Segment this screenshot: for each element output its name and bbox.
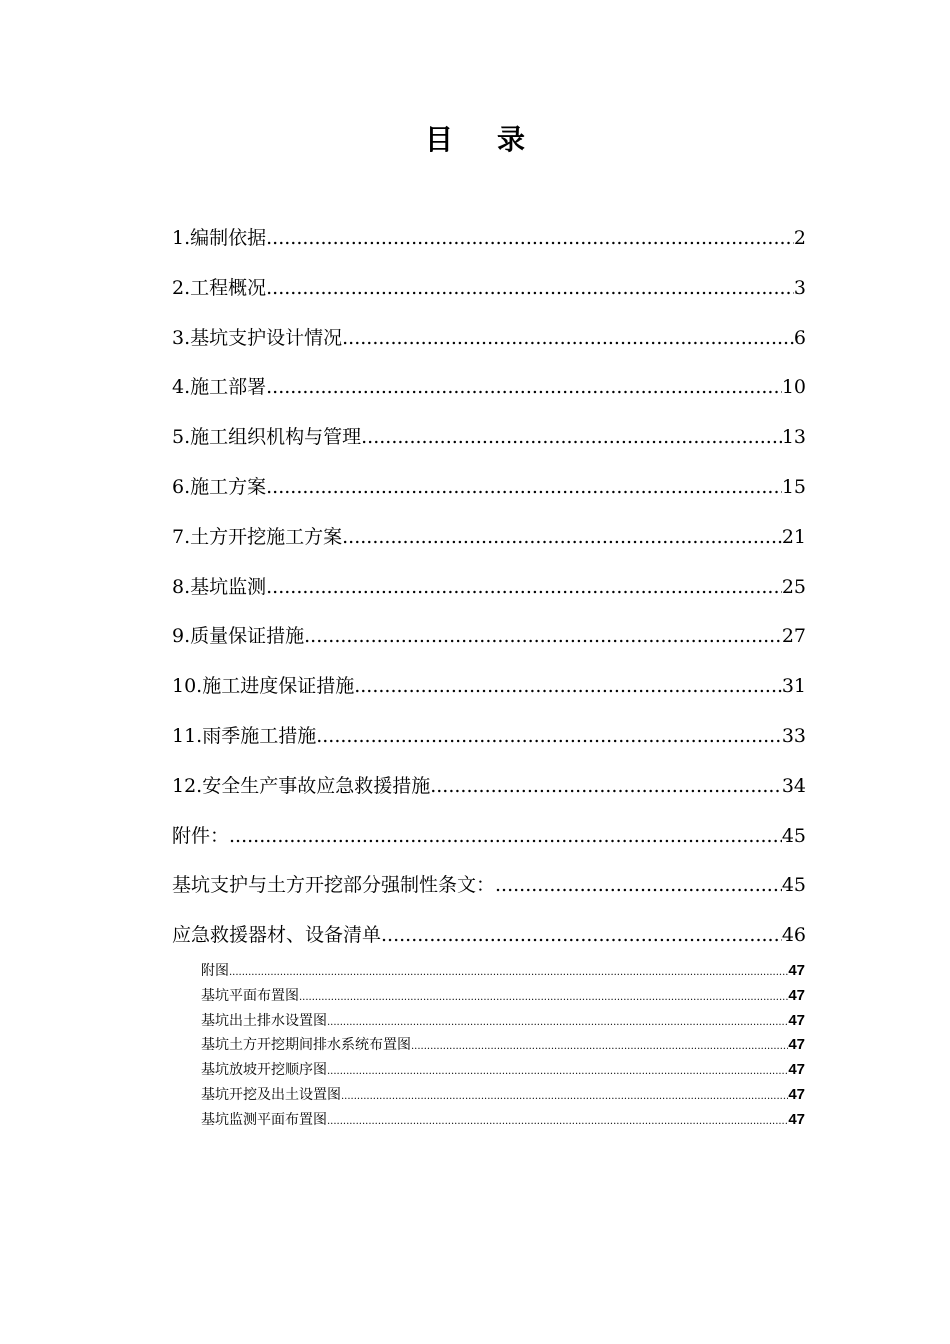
toc-page-number: 47	[788, 962, 805, 979]
dot-leader	[354, 671, 782, 701]
toc-sublabel: 基坑放坡开挖顺序图	[201, 1062, 327, 1079]
dot-leader	[266, 372, 782, 402]
toc-entry[interactable]	[172, 671, 806, 721]
dot-leader	[327, 1010, 788, 1034]
toc-entry[interactable]	[172, 870, 806, 920]
toc-subentry[interactable]	[201, 1034, 805, 1059]
toc-sublabel: 基坑出土排水设置图	[201, 1012, 327, 1029]
page-title	[0, 118, 950, 158]
toc-label: 12.安全生产事故应急救援措施	[172, 774, 431, 797]
toc-label: 应急救援器材、设备清单	[172, 924, 382, 947]
toc-page-number: 13	[781, 426, 806, 449]
toc-page-number: 33	[781, 724, 806, 747]
toc-entry[interactable]	[172, 323, 806, 373]
toc-sublabel: 基坑土方开挖期间排水系统布置图	[201, 1037, 411, 1054]
title-char-2: 录	[497, 123, 526, 156]
toc-label: 8.基坑监测	[172, 575, 267, 598]
toc-page-number: 27	[781, 625, 806, 648]
dot-leader	[381, 920, 782, 950]
toc-entry[interactable]	[172, 821, 806, 871]
dot-leader	[430, 771, 782, 801]
toc-entry[interactable]	[172, 621, 806, 671]
dot-leader	[266, 273, 794, 303]
dot-leader	[342, 522, 782, 552]
toc-subentry[interactable]	[201, 960, 805, 985]
toc-entry[interactable]	[172, 472, 806, 522]
toc-entry[interactable]	[172, 771, 806, 821]
dot-leader	[229, 960, 788, 984]
toc-subentries	[201, 960, 805, 1134]
toc-page-number: 34	[781, 774, 806, 797]
toc-page-number: 47	[788, 1011, 805, 1029]
toc-page-number: 45	[781, 874, 806, 897]
toc-page-number: 15	[781, 475, 806, 498]
toc-label: 1.编制依据	[172, 227, 267, 249]
toc-page-number: 25	[781, 575, 806, 598]
toc-subentry[interactable]	[201, 1084, 805, 1109]
toc-subentry[interactable]	[201, 1109, 805, 1134]
toc-label: 9.质量保证措施	[172, 625, 305, 648]
toc-subentry[interactable]	[201, 1010, 805, 1035]
toc-label: 2.工程概况	[172, 276, 267, 299]
toc-label: 5.施工组织机构与管理	[172, 426, 362, 449]
toc-sublabel: 基坑开挖及出土设置图	[201, 1086, 341, 1103]
toc-page-number: 3	[793, 276, 806, 299]
toc-label: 7.土方开挖施工方案	[172, 525, 343, 548]
dot-leader	[266, 572, 782, 602]
dot-leader	[304, 621, 782, 651]
toc-label: 基坑支护与土方开挖部分强制性条文：	[172, 874, 496, 897]
toc-page-number: 47	[788, 1036, 805, 1054]
dot-leader	[266, 223, 794, 253]
toc-page-number: 10	[781, 376, 806, 399]
dot-leader	[361, 422, 782, 452]
table-of-contents	[172, 223, 806, 970]
dot-leader	[341, 1084, 788, 1108]
toc-page-number: 47	[788, 1110, 805, 1128]
dot-leader	[299, 985, 788, 1009]
toc-page-number: 45	[781, 824, 806, 847]
toc-page-number: 46	[781, 924, 806, 947]
toc-page-number: 31	[781, 675, 806, 698]
toc-label: 4.施工部署	[172, 376, 267, 399]
toc-page-number: 6	[793, 326, 806, 349]
toc-label: 11.雨季施工措施	[172, 724, 317, 747]
toc-entry[interactable]	[172, 223, 806, 273]
toc-subentry[interactable]	[201, 1059, 805, 1084]
toc-sublabel: 附图	[201, 963, 229, 979]
dot-leader	[495, 870, 782, 900]
title-char-1: 目	[424, 123, 453, 156]
toc-page-number: 2	[793, 227, 806, 249]
toc-label: 附件：	[172, 824, 230, 847]
dot-leader	[229, 821, 782, 851]
toc-entry[interactable]	[172, 422, 806, 472]
toc-sublabel: 基坑平面布置图	[201, 987, 299, 1004]
toc-label: 6.施工方案	[172, 475, 267, 498]
toc-entry[interactable]	[172, 572, 806, 622]
dot-leader	[266, 472, 782, 502]
dot-leader	[342, 323, 794, 353]
dot-leader	[327, 1109, 788, 1133]
toc-page-number: 47	[788, 986, 805, 1004]
toc-page-number: 47	[788, 1061, 805, 1079]
toc-entry[interactable]	[172, 721, 806, 771]
toc-entry[interactable]	[172, 372, 806, 422]
dot-leader	[316, 721, 782, 751]
toc-subentry[interactable]	[201, 985, 805, 1010]
toc-sublabel: 基坑监测平面布置图	[201, 1111, 327, 1128]
toc-page-number: 47	[788, 1085, 805, 1103]
toc-entry[interactable]	[172, 273, 806, 323]
dot-leader	[411, 1034, 788, 1058]
toc-label: 3.基坑支护设计情况	[172, 326, 343, 349]
toc-label: 10.施工进度保证措施	[172, 675, 355, 698]
dot-leader	[327, 1059, 788, 1083]
toc-entry[interactable]	[172, 522, 806, 572]
toc-page-number: 21	[781, 525, 806, 548]
